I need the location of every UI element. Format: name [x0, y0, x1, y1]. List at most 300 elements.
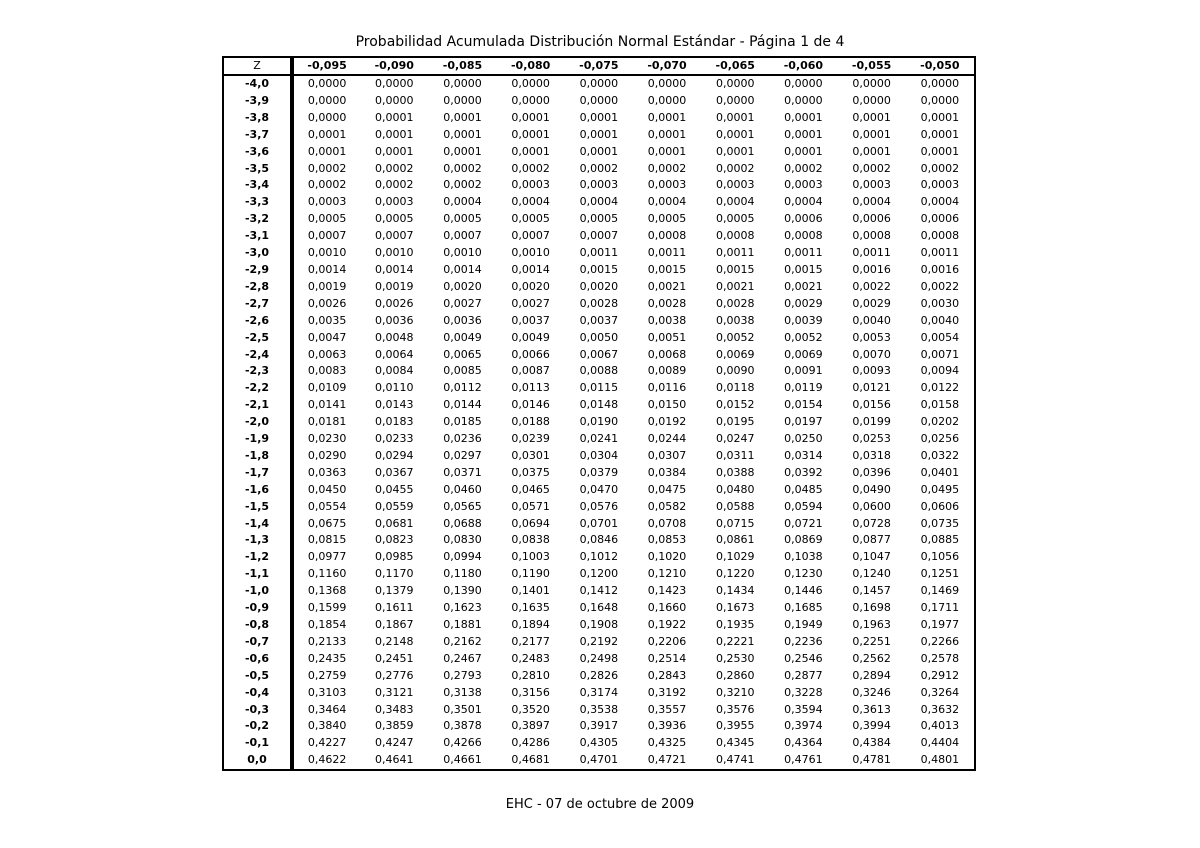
probability-cell: 0,2546 [784, 651, 823, 665]
z-table [222, 56, 976, 771]
table-row [224, 313, 974, 330]
probability-cell: 0,1401 [511, 584, 550, 598]
probability-cell: 0,4364 [784, 736, 823, 750]
probability-cell: 0,2877 [784, 668, 823, 682]
table-row [224, 634, 974, 651]
table-row [224, 75, 974, 93]
z-value-cell: -3,7 [224, 127, 292, 144]
probability-cell: 0,4325 [647, 736, 687, 750]
table-row [224, 465, 974, 482]
probability-cell: 0,2759 [307, 668, 347, 682]
probability-cell: 0,0001 [852, 144, 891, 158]
probability-cell: 0,0002 [375, 161, 414, 175]
z-value-cell: -1,0 [224, 583, 292, 600]
probability-cell: 0,0001 [784, 110, 823, 124]
probability-cell: 0,1038 [784, 550, 823, 564]
probability-cell: 0,0815 [307, 533, 347, 547]
probability-cell: 0,0000 [511, 77, 550, 90]
probability-cell: 0,2177 [511, 634, 550, 648]
probability-cell: 0,3228 [784, 685, 823, 699]
probability-cell: 0,0007 [511, 229, 550, 243]
table-row [224, 177, 974, 194]
table-body [224, 75, 974, 769]
probability-cell: 0,0010 [443, 246, 482, 260]
probability-cell: 0,0112 [443, 381, 482, 395]
probability-cell: 0,3210 [715, 685, 755, 699]
probability-cell: 0,2826 [579, 668, 619, 682]
probability-cell: 0,0067 [579, 347, 619, 361]
z-value-cell: 0,0 [224, 752, 292, 769]
probability-cell: 0,0000 [579, 77, 619, 90]
probability-cell: 0,0000 [647, 77, 687, 90]
probability-cell: 0,0490 [852, 482, 891, 496]
probability-cell: 0,0036 [375, 313, 414, 327]
probability-cell: 0,0181 [307, 415, 347, 429]
probability-cell: 0,3192 [647, 685, 687, 699]
probability-cell: 0,0001 [579, 110, 619, 124]
probability-cell: 0,0495 [920, 482, 960, 496]
probability-cell: 0,0143 [375, 398, 414, 412]
z-value-cell: -2,2 [224, 380, 292, 397]
probability-cell: 0,0027 [443, 296, 482, 310]
probability-cell: 0,2793 [443, 668, 482, 682]
probability-cell: 0,0001 [579, 127, 619, 141]
probability-cell: 0,2514 [647, 651, 687, 665]
probability-cell: 0,0384 [647, 465, 687, 479]
probability-cell: 0,0001 [647, 144, 687, 158]
table-row [224, 228, 974, 245]
probability-cell: 0,0002 [852, 161, 891, 175]
probability-cell: 0,0088 [579, 364, 619, 378]
table-row [224, 499, 974, 516]
probability-cell: 0,0001 [920, 110, 960, 124]
probability-cell: 0,0141 [307, 398, 347, 412]
probability-cell: 0,1029 [715, 550, 755, 564]
probability-cell: 0,0000 [443, 77, 482, 90]
z-value-cell: -0,7 [224, 634, 292, 651]
probability-cell: 0,0001 [784, 127, 823, 141]
probability-cell: 0,0002 [647, 161, 687, 175]
probability-cell: 0,0715 [715, 516, 755, 530]
probability-cell: 0,0004 [647, 195, 687, 209]
probability-cell: 0,0003 [852, 178, 891, 192]
probability-cell: 0,0000 [715, 77, 755, 90]
probability-cell: 0,1412 [579, 584, 619, 598]
probability-cell: 0,0001 [375, 144, 414, 158]
probability-cell: 0,0002 [443, 161, 482, 175]
probability-cell: 0,0093 [852, 364, 891, 378]
probability-cell: 0,1949 [784, 618, 823, 631]
probability-cell: 0,0001 [443, 144, 482, 158]
table-row [224, 448, 974, 465]
probability-cell: 0,3632 [920, 702, 960, 716]
probability-cell: 0,4404 [920, 736, 960, 750]
probability-cell: 0,0028 [579, 296, 619, 310]
probability-cell: 0,0000 [784, 77, 823, 90]
z-value-cell: -3,4 [224, 177, 292, 194]
z-value-cell: -1,1 [224, 566, 292, 583]
probability-cell: 0,0450 [307, 482, 347, 496]
probability-cell: 0,0307 [647, 448, 687, 462]
z-value-cell: -1,6 [224, 482, 292, 499]
probability-cell: 0,0002 [511, 161, 550, 175]
probability-cell: 0,0230 [307, 432, 347, 446]
z-value-cell: -2,4 [224, 347, 292, 364]
probability-cell: 0,0121 [852, 381, 891, 395]
probability-cell: 0,0158 [920, 398, 960, 412]
probability-cell: 0,0000 [307, 93, 347, 107]
probability-cell: 0,0297 [443, 448, 482, 462]
probability-cell: 0,0000 [784, 93, 823, 107]
probability-cell: 0,0035 [307, 313, 347, 327]
probability-cell: 0,0003 [579, 178, 619, 192]
probability-cell: 0,0037 [511, 313, 550, 327]
probability-cell: 0,0110 [375, 381, 414, 395]
probability-cell: 0,0002 [784, 161, 823, 175]
probability-cell: 0,0040 [920, 313, 960, 327]
column-header: -0,095 [292, 58, 360, 75]
table-row [224, 549, 974, 566]
table-row [224, 245, 974, 262]
probability-cell: 0,0003 [920, 178, 960, 192]
table-row [224, 752, 974, 769]
table-row [224, 516, 974, 533]
probability-cell: 0,0005 [715, 212, 755, 226]
probability-cell: 0,1200 [579, 567, 619, 581]
probability-cell: 0,1220 [715, 567, 755, 581]
z-value-cell: -2,8 [224, 279, 292, 296]
probability-cell: 0,0006 [920, 212, 960, 226]
probability-cell: 0,1170 [375, 567, 414, 581]
probability-cell: 0,3264 [920, 685, 960, 699]
probability-cell: 0,2776 [375, 668, 414, 682]
probability-cell: 0,0038 [647, 313, 687, 327]
probability-cell: 0,0005 [647, 212, 687, 226]
header-row [224, 58, 974, 75]
probability-cell: 0,0052 [784, 330, 823, 344]
probability-cell: 0,3859 [375, 719, 414, 733]
probability-cell: 0,0064 [375, 347, 414, 361]
table-row [224, 279, 974, 296]
probability-cell: 0,0001 [715, 144, 755, 158]
table-row [224, 668, 974, 685]
table-row [224, 262, 974, 279]
probability-cell: 0,1240 [852, 567, 891, 581]
column-header: -0,075 [565, 58, 633, 75]
probability-cell: 0,3840 [307, 719, 347, 733]
probability-cell: 0,2483 [511, 651, 550, 665]
probability-cell: 0,0001 [579, 144, 619, 158]
probability-cell: 0,0253 [852, 432, 891, 446]
probability-cell: 0,0087 [511, 364, 550, 378]
probability-cell: 0,0233 [375, 432, 414, 446]
z-value-cell: -0,4 [224, 685, 292, 702]
probability-cell: 0,3538 [579, 702, 619, 716]
probability-cell: 0,0003 [784, 178, 823, 192]
probability-cell: 0,0065 [443, 347, 482, 361]
probability-cell: 0,0010 [307, 246, 347, 260]
probability-cell: 0,1599 [307, 601, 347, 615]
probability-cell: 0,4247 [375, 736, 414, 750]
probability-cell: 0,0001 [715, 110, 755, 124]
probability-cell: 0,0001 [852, 127, 891, 141]
probability-cell: 0,0241 [579, 432, 619, 446]
z-column-header: Z [224, 58, 292, 75]
z-value-cell: -1,8 [224, 448, 292, 465]
probability-cell: 0,0014 [375, 262, 414, 276]
probability-cell: 0,0122 [920, 381, 960, 395]
probability-cell: 0,0028 [715, 296, 755, 310]
z-value-cell: -1,2 [224, 549, 292, 566]
probability-cell: 0,2162 [443, 634, 482, 648]
probability-cell: 0,0004 [579, 195, 619, 209]
probability-cell: 0,0379 [579, 465, 619, 479]
probability-cell: 0,0470 [579, 482, 619, 496]
probability-cell: 0,0004 [511, 195, 550, 209]
probability-cell: 0,0011 [784, 246, 823, 260]
probability-cell: 0,0367 [375, 465, 414, 479]
probability-cell: 0,1963 [852, 618, 891, 631]
probability-cell: 0,1230 [784, 567, 823, 581]
z-value-cell: -1,3 [224, 532, 292, 549]
probability-cell: 0,0091 [784, 364, 823, 378]
page-title: Probabilidad Acumulada Distribución Normal Estándar - Página 1 de 4 [355, 34, 845, 50]
probability-cell: 0,0823 [375, 533, 414, 547]
table-row [224, 600, 974, 617]
probability-cell: 0,0007 [375, 229, 414, 243]
probability-cell: 0,0311 [715, 448, 755, 462]
probability-cell: 0,0853 [647, 533, 687, 547]
z-value-cell: -4,0 [224, 75, 292, 93]
probability-cell: 0,2810 [511, 668, 550, 682]
probability-cell: 0,0004 [784, 195, 823, 209]
probability-cell: 0,0290 [307, 448, 347, 462]
probability-cell: 0,4345 [715, 736, 755, 750]
probability-cell: 0,0735 [920, 516, 960, 530]
probability-cell: 0,0007 [579, 229, 619, 243]
probability-cell: 0,0371 [443, 465, 482, 479]
probability-cell: 0,2266 [920, 634, 960, 648]
probability-cell: 0,0001 [511, 110, 550, 124]
probability-cell: 0,2251 [852, 634, 891, 648]
probability-cell: 0,0069 [715, 347, 755, 361]
probability-cell: 0,4227 [307, 736, 347, 750]
probability-cell: 0,0001 [511, 144, 550, 158]
probability-cell: 0,4305 [579, 736, 619, 750]
probability-cell: 0,0000 [647, 93, 687, 107]
probability-cell: 0,0675 [307, 516, 347, 530]
probability-cell: 0,0250 [784, 432, 823, 446]
probability-cell: 0,0701 [579, 516, 619, 530]
probability-cell: 0,0304 [579, 448, 619, 462]
table-row [224, 211, 974, 228]
probability-cell: 0,0001 [443, 127, 482, 141]
probability-cell: 0,0011 [715, 246, 755, 260]
probability-cell: 0,0003 [647, 178, 687, 192]
probability-cell: 0,0455 [375, 482, 414, 496]
probability-cell: 0,0010 [375, 246, 414, 260]
probability-cell: 0,0003 [307, 195, 347, 209]
probability-cell: 0,0006 [852, 212, 891, 226]
probability-cell: 0,0582 [647, 499, 687, 513]
probability-cell: 0,0002 [375, 178, 414, 192]
probability-cell: 0,3974 [784, 719, 823, 733]
probability-cell: 0,2467 [443, 651, 482, 665]
probability-cell: 0,0029 [784, 296, 823, 310]
probability-cell: 0,0002 [307, 161, 347, 175]
probability-cell: 0,0008 [715, 229, 755, 243]
probability-cell: 0,1935 [715, 618, 755, 631]
probability-cell: 0,0036 [443, 313, 482, 327]
probability-cell: 0,1611 [375, 601, 414, 615]
table-row [224, 482, 974, 499]
probability-cell: 0,0070 [852, 347, 891, 361]
probability-cell: 0,0838 [511, 533, 550, 547]
probability-cell: 0,0115 [579, 381, 619, 395]
probability-cell: 0,0000 [375, 77, 414, 90]
column-header: -0,050 [906, 58, 974, 75]
probability-cell: 0,0011 [920, 246, 960, 260]
probability-cell: 0,1434 [715, 584, 755, 598]
probability-cell: 0,2451 [375, 651, 414, 665]
probability-cell: 0,3878 [443, 719, 482, 733]
column-header: -0,065 [701, 58, 769, 75]
z-value-cell: -3,8 [224, 110, 292, 127]
probability-cell: 0,1423 [647, 584, 687, 598]
probability-cell: 0,0392 [784, 465, 823, 479]
table-row [224, 110, 974, 127]
probability-cell: 0,3917 [579, 719, 619, 733]
probability-cell: 0,3246 [852, 685, 891, 699]
probability-cell: 0,4641 [375, 753, 414, 767]
probability-cell: 0,0011 [647, 246, 687, 260]
probability-cell: 0,0594 [784, 499, 823, 513]
probability-cell: 0,3121 [375, 685, 414, 699]
probability-cell: 0,1623 [443, 601, 482, 615]
z-value-cell: -2,1 [224, 397, 292, 414]
probability-cell: 0,0001 [647, 110, 687, 124]
probability-cell: 0,0721 [784, 516, 823, 530]
probability-cell: 0,1180 [443, 567, 482, 581]
probability-cell: 0,0051 [647, 330, 687, 344]
probability-cell: 0,0008 [920, 229, 960, 243]
probability-cell: 0,0002 [307, 178, 347, 192]
column-header: -0,055 [838, 58, 906, 75]
probability-cell: 0,0144 [443, 398, 482, 412]
probability-cell: 0,0029 [852, 296, 891, 310]
probability-cell: 0,2843 [647, 668, 687, 682]
probability-cell: 0,0694 [511, 516, 550, 530]
table-row [224, 296, 974, 313]
probability-cell: 0,4661 [443, 753, 482, 767]
probability-cell: 0,3613 [852, 702, 891, 716]
probability-cell: 0,0019 [307, 279, 347, 293]
probability-cell: 0,0002 [920, 161, 960, 175]
probability-cell: 0,4701 [579, 753, 619, 767]
z-value-cell: -2,5 [224, 330, 292, 347]
probability-cell: 0,1698 [852, 601, 891, 615]
probability-cell: 0,0005 [443, 212, 482, 226]
probability-cell: 0,0085 [443, 364, 482, 378]
probability-cell: 0,4721 [647, 753, 687, 767]
probability-cell: 0,0020 [511, 279, 550, 293]
probability-cell: 0,0049 [511, 330, 550, 344]
probability-cell: 0,4286 [511, 736, 550, 750]
probability-cell: 0,0003 [715, 178, 755, 192]
probability-cell: 0,0047 [307, 330, 347, 344]
probability-cell: 0,2912 [920, 668, 960, 682]
probability-cell: 0,0460 [443, 482, 482, 496]
probability-cell: 0,0050 [579, 330, 619, 344]
probability-cell: 0,3464 [307, 702, 347, 716]
table-row [224, 380, 974, 397]
probability-cell: 0,0116 [647, 381, 687, 395]
probability-cell: 0,0830 [443, 533, 482, 547]
z-value-cell: -2,3 [224, 363, 292, 380]
probability-cell: 0,0054 [920, 330, 960, 344]
z-value-cell: -2,7 [224, 296, 292, 313]
probability-cell: 0,1160 [307, 567, 347, 581]
probability-cell: 0,0049 [443, 330, 482, 344]
z-value-cell: -0,5 [224, 668, 292, 685]
probability-cell: 0,3103 [307, 685, 347, 699]
probability-cell: 0,2530 [715, 651, 755, 665]
z-value-cell: -3,3 [224, 194, 292, 211]
probability-cell: 0,3557 [647, 702, 687, 716]
table-row [224, 93, 974, 110]
table-row [224, 414, 974, 431]
probability-cell: 0,3955 [715, 719, 755, 733]
probability-cell: 0,2562 [852, 651, 891, 665]
probability-cell: 0,0028 [647, 296, 687, 310]
z-value-cell: -0,9 [224, 600, 292, 617]
probability-cell: 0,0038 [715, 313, 755, 327]
probability-cell: 0,0846 [579, 533, 619, 547]
probability-cell: 0,1922 [647, 618, 687, 631]
probability-cell: 0,1190 [511, 567, 550, 581]
table-row [224, 583, 974, 600]
z-value-cell: -3,6 [224, 144, 292, 161]
probability-cell: 0,0565 [443, 499, 482, 513]
probability-cell: 0,0027 [511, 296, 550, 310]
probability-cell: 0,0068 [647, 347, 687, 361]
probability-cell: 0,2498 [579, 651, 619, 665]
z-value-cell: -0,1 [224, 735, 292, 752]
probability-cell: 0,0006 [784, 212, 823, 226]
probability-cell: 0,0294 [375, 448, 414, 462]
probability-cell: 0,0109 [307, 381, 347, 395]
probability-cell: 0,0000 [852, 93, 891, 107]
table-row [224, 194, 974, 211]
probability-cell: 0,0090 [715, 364, 755, 378]
probability-cell: 0,1908 [579, 618, 619, 631]
probability-cell: 0,0071 [920, 347, 960, 361]
probability-cell: 0,0005 [307, 212, 347, 226]
probability-cell: 0,1660 [647, 601, 687, 615]
probability-cell: 0,0001 [511, 127, 550, 141]
probability-table [224, 58, 974, 769]
probability-cell: 0,0030 [920, 296, 960, 310]
table-row [224, 397, 974, 414]
table-row [224, 127, 974, 144]
probability-cell: 0,0007 [443, 229, 482, 243]
probability-cell: 0,0363 [307, 465, 347, 479]
probability-cell: 0,0084 [375, 364, 414, 378]
z-value-cell: -3,5 [224, 161, 292, 178]
probability-cell: 0,0022 [920, 279, 960, 293]
column-header: -0,085 [428, 58, 496, 75]
probability-cell: 0,0256 [920, 432, 960, 446]
